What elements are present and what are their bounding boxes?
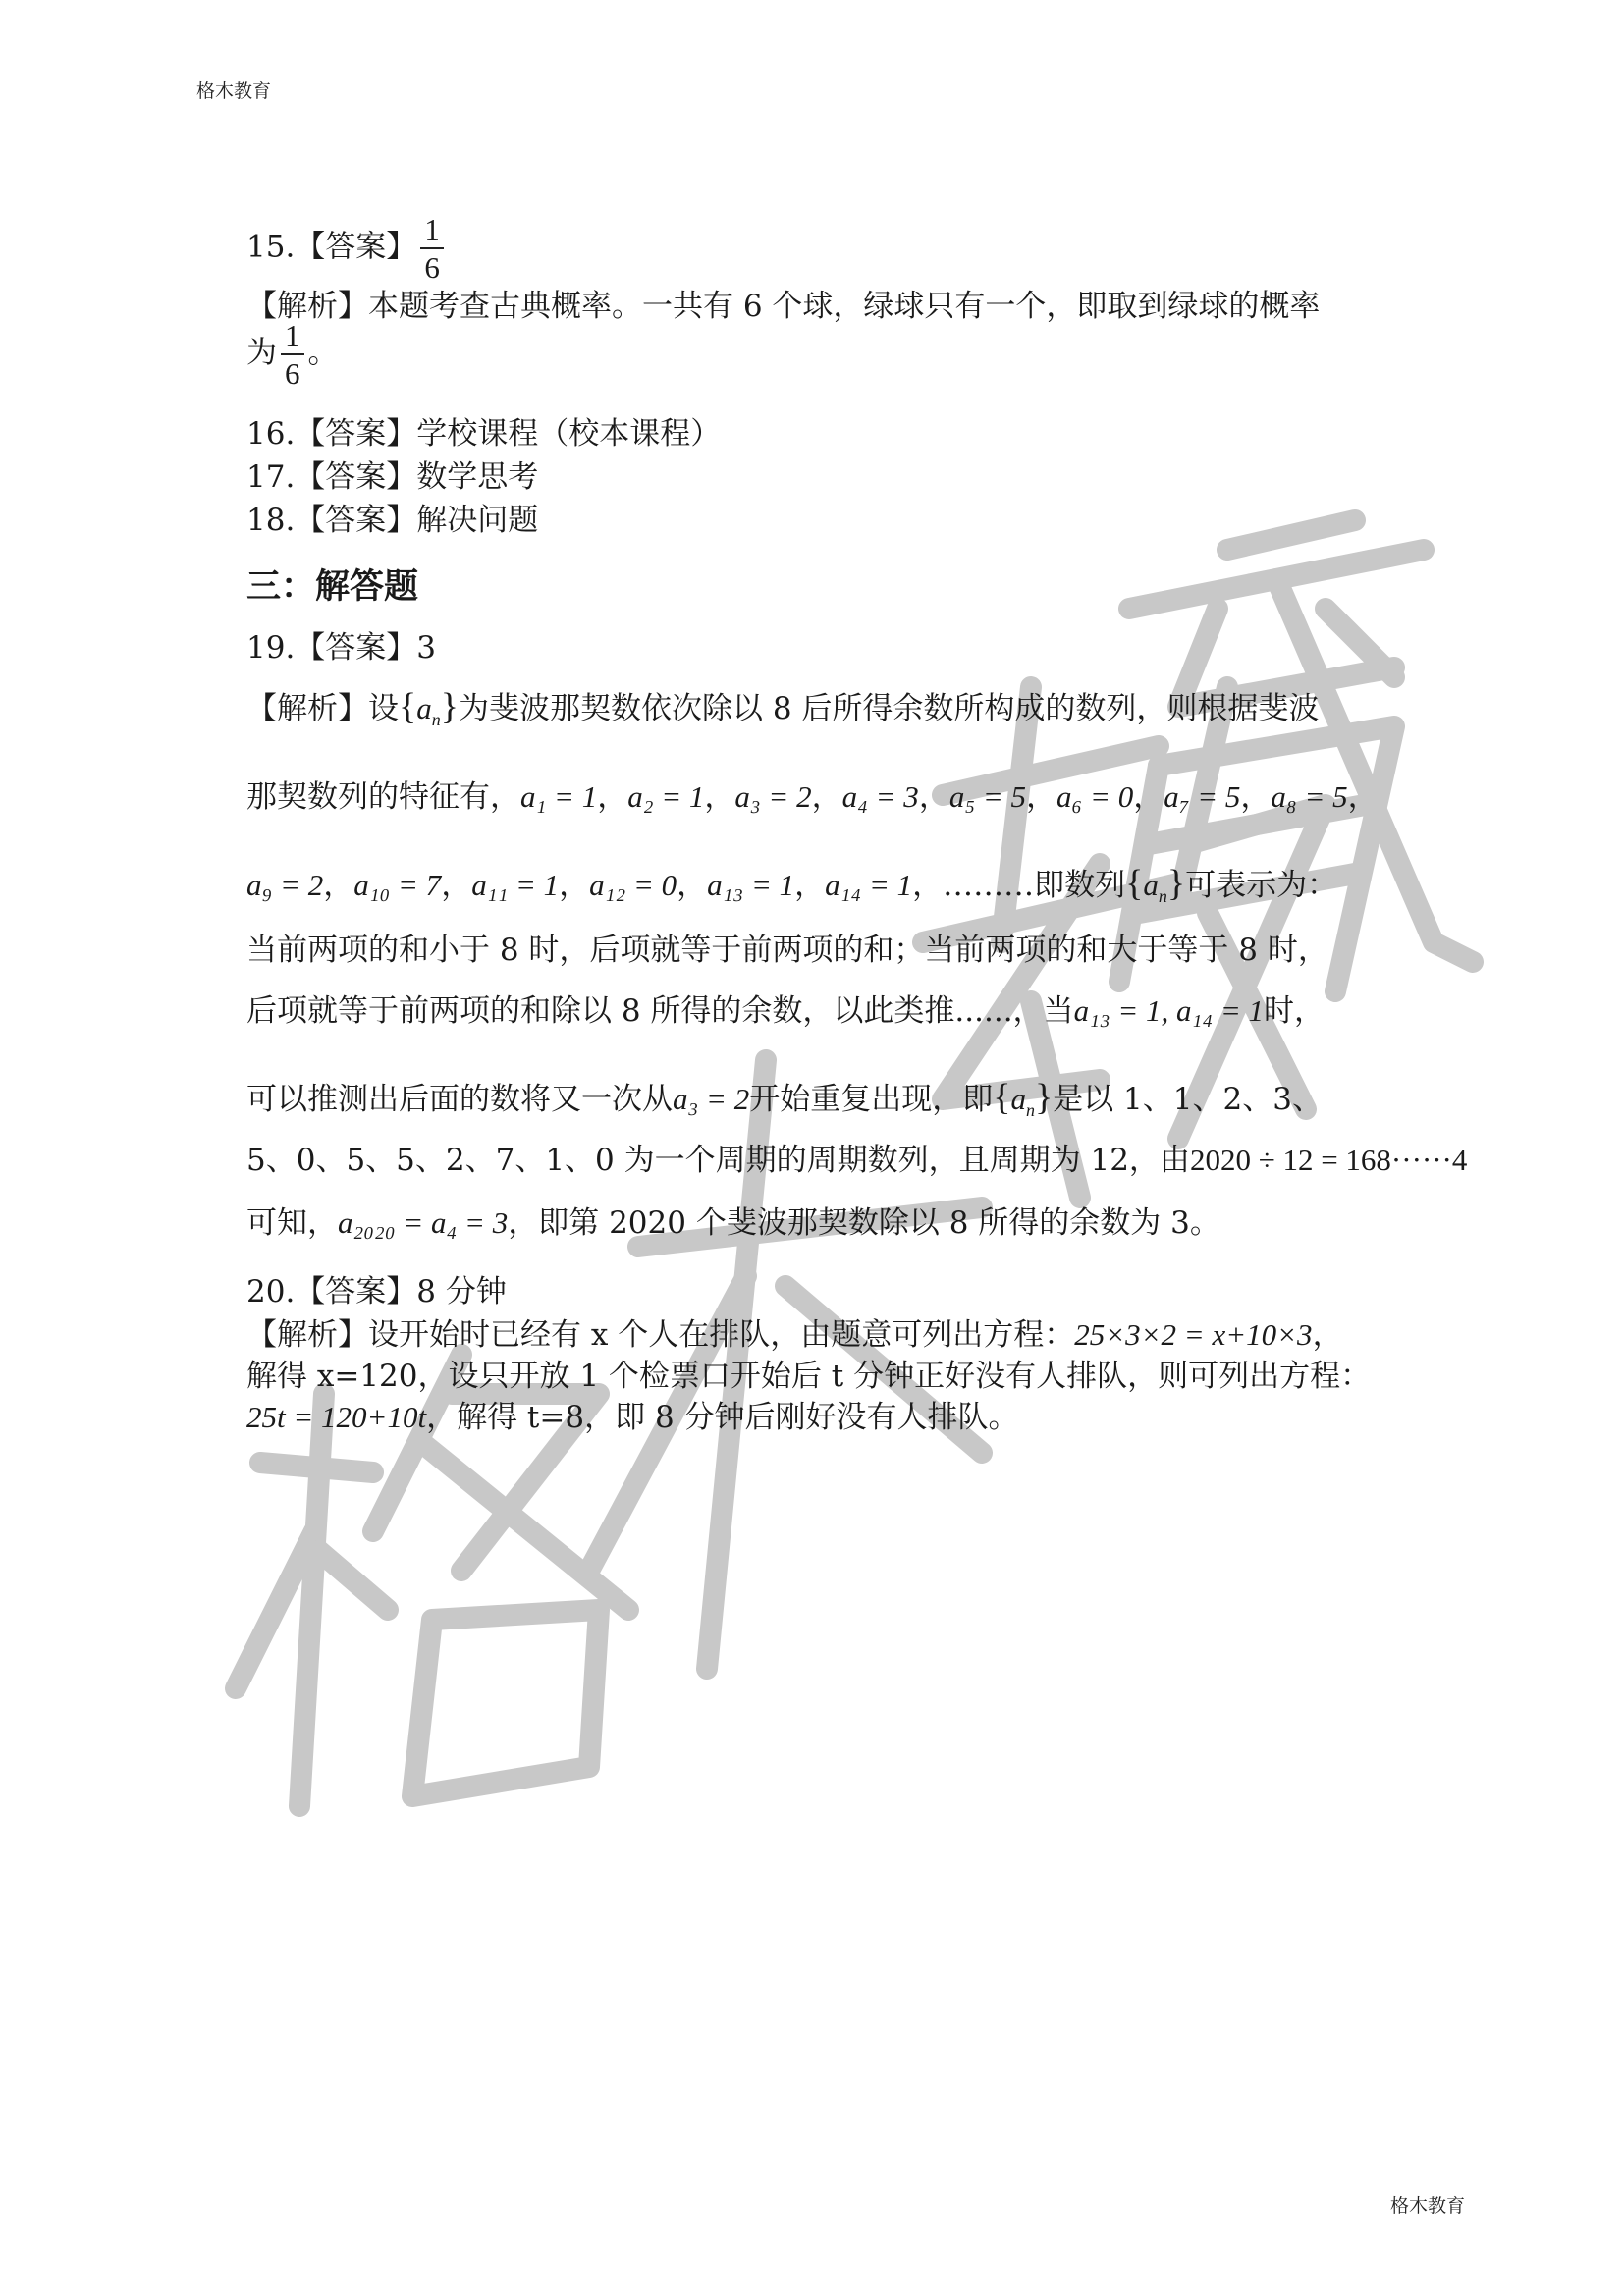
q19-line-3-post: 可表示为： (1185, 868, 1338, 903)
sequence-symbol: $\{a_n\}$ (1125, 863, 1186, 907)
fraction-denominator: 6 (285, 356, 300, 391)
q20-line-3-post: ，解得 t=8，即 8 分钟后刚好没有人排队。 (426, 1400, 1019, 1435)
q19-l3-term: a₉ = 2 (246, 868, 324, 902)
q19-line-2-pre: 那契数列的特征有， (246, 779, 520, 815)
fraction-numerator: 1 (420, 214, 444, 249)
q19-line-6-pre: 可以推测出后面的数将又一次从 (246, 1082, 673, 1117)
q19-line-1-post: 为斐波那契数依次除以 8 后所得余数所构成的数列，则根据斐波 (459, 691, 1320, 726)
q15-exp-fraction (281, 320, 304, 389)
q19-line-5-post: 时， (1264, 993, 1326, 1029)
q19-line-5-math: a₁₃ = 1, a₁₄ = 1 (1073, 993, 1265, 1028)
q19-l2-term: a₂ = 1 (627, 779, 705, 814)
sequence-symbol: $\{a_n\}$ (993, 1077, 1054, 1121)
ellipsis: ……… (943, 868, 1035, 903)
q15-answer-fraction (420, 214, 444, 283)
q19-l2-term: a₄ = 3 (841, 779, 919, 814)
section-heading: 三：解答题 (246, 567, 419, 607)
q15-exp-suffix: 。 (307, 335, 339, 371)
q19-line-8-post: ，即第 2020 个斐波那契数除以 8 所得的余数为 3。 (508, 1205, 1220, 1241)
q19-l3-term: a₁₀ = 7 (353, 868, 442, 902)
q19-l3-term: a₁₄ = 1 (825, 868, 913, 902)
header-brand: 格木教育 (196, 80, 272, 102)
q19-line-1 (246, 687, 1319, 739)
q19-line-3-mid: 即数列 (1034, 868, 1126, 903)
q19-line-7-math: 2020 ÷ 12 = 168······4 (1189, 1143, 1468, 1177)
q18-answer: 18.【答案】解决问题 (246, 503, 539, 538)
q20-line-1-math: 25×3×2 = x+10×3 (1074, 1317, 1313, 1352)
q15-answer-line (246, 214, 448, 283)
q15-exp-prefix: 为 (246, 335, 277, 371)
fraction-numerator: 1 (281, 320, 304, 355)
q19-l2-term: a₆ = 0 (1056, 779, 1134, 814)
q15-explanation-line-1: 【解析】本题考查古典概率。一共有 6 个球，绿球只有一个，即取到绿球的概率 (246, 289, 1321, 324)
q19-l3-term: a₁₂ = 0 (589, 868, 677, 902)
q20-line-1 (246, 1315, 1343, 1355)
q19-line-5 (246, 991, 1325, 1031)
q19-line-8-pre: 可知， (246, 1205, 338, 1241)
q20-line-3-math: 25t = 120+10t (246, 1400, 427, 1434)
q19-line-3: a₉ = 2，a₁₀ = 7，a₁₁ = 1，a₁₂ = 0，a₁₃ = 1，a₁₄ = 1，………即数列$\{a_n\}$可表示为： (246, 863, 1338, 907)
q16-answer: 16.【答案】学校课程（校本课程） (246, 416, 722, 452)
q19-l3-term: a₁₃ = 1 (707, 868, 795, 902)
q19-line-6 (246, 1078, 1323, 1130)
q19-line-8-math: a₂₀₂₀ = a₄ = 3 (338, 1205, 509, 1240)
q15-answer-label: 15.【答案】 (246, 229, 417, 265)
q17-answer: 17.【答案】数学思考 (246, 459, 539, 495)
q15-explanation-line-2 (246, 320, 339, 389)
q19-answer: 19.【答案】3 (246, 630, 437, 666)
q20-answer: 20.【答案】8 分钟 (246, 1274, 507, 1309)
q19-l2-term: a₃ = 2 (734, 779, 812, 814)
fraction-denominator: 6 (424, 250, 440, 285)
q19-line-7 (246, 1141, 1467, 1180)
q19-line-5-pre: 后项就等于前两项的和除以 8 所得的余数，以此类推......，当 (246, 993, 1074, 1029)
q19-line-6-post: 是以 1、1、2、3、 (1053, 1082, 1323, 1117)
q19-l2-term: a₇ = 5 (1164, 779, 1241, 814)
q20-line-1-post: ， (1312, 1317, 1343, 1353)
q19-line-4: 当前两项的和小于 8 时，后项就等于前两项的和；当前两项的和大于等于 8 时， (246, 933, 1328, 968)
q20-line-3 (246, 1398, 1019, 1437)
q19-line-1-pre: 【解析】设 (246, 691, 399, 726)
q19-l2-term: a₁ = 1 (520, 779, 598, 814)
q19-line-7-pre: 5、0、5、5、2、7、1、0 为一个周期的周期数列，且周期为 12，由 (246, 1143, 1190, 1178)
sequence-symbol: $\{a_n\}$ (399, 686, 459, 730)
footer-brand: 格木教育 (1389, 2195, 1465, 2216)
q20-line-2: 解得 x=120，设只开放 1 个检票口开始后 t 分钟正好没有人排队，则可列出方程： (246, 1359, 1372, 1394)
q19-l3-term: a₁₁ = 1 (471, 868, 560, 902)
q19-line-2: 那契数列的特征有，a₁ = 1，a₂ = 1，a₃ = 2，a₄ = 3，a₅ = 5，a₆ = 0，a₇ = 5，a₈ = 5， (246, 779, 1379, 815)
q19-l2-term: a₈ = 5 (1271, 779, 1348, 814)
q19-line-6-mid: 开始重复出现，即 (749, 1082, 994, 1117)
q19-line-8 (246, 1203, 1220, 1243)
q20-line-1-pre: 【解析】设开始时已经有 x 个人在排队，由题意可列出方程： (246, 1317, 1075, 1353)
q19-line-6-math: a₃ = 2 (673, 1082, 750, 1116)
q19-l2-term: a₅ = 5 (948, 779, 1027, 814)
